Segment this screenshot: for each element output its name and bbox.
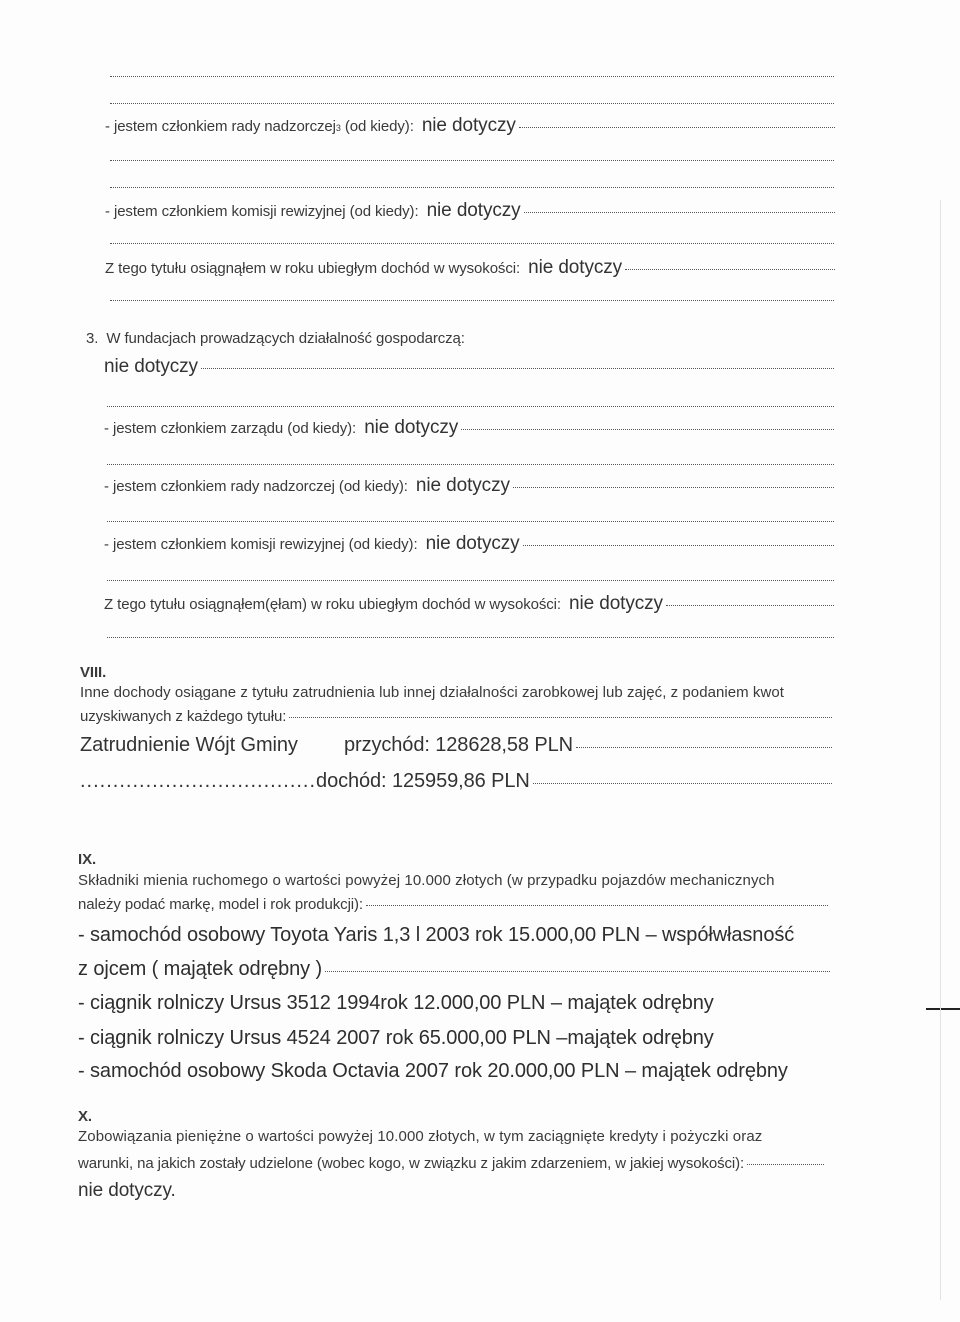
dotted-line [110, 160, 834, 161]
dotted-line [107, 406, 834, 407]
employment-income-prefix: .................................... [80, 770, 317, 792]
movable-item-1-line2: z ojcem ( majątek odrębny ) [78, 958, 323, 980]
employment-revenue: przychód: 128628,58 PLN [344, 734, 573, 756]
foundation-supervisory-value: nie dotyczy [415, 475, 510, 496]
section-x-text-line2-row [78, 1155, 824, 1172]
audit-committee-row [105, 200, 835, 222]
section-viii-text-line2-row [80, 708, 832, 725]
section-ix-text-line1: Składniki mienia ruchomego o wartości powyżej 10.000 złotych (w przypadku pojazdów mechanicznych [78, 872, 775, 889]
supervisory-board-value: nie dotyczy [421, 115, 516, 136]
section-viii-number: VIII. [80, 664, 107, 681]
foundation-audit-value: nie dotyczy [425, 533, 520, 554]
dotted-line [110, 300, 834, 301]
foundation-supervisory-label: - jestem członkiem rady nadzorczej (od kiedy): [104, 478, 412, 495]
income-value: nie dotyczy [528, 257, 623, 278]
section-ix-text-line2: należy podać markę, model i rok produkcji): [78, 896, 363, 913]
foundation-income-label: Z tego tytułu osiągnąłem(ęłam) w roku ubiegłym dochód w wysokości: [104, 596, 566, 613]
section-x-value: nie dotyczy. [78, 1180, 176, 1201]
dotted-line [107, 464, 834, 465]
foundation-audit-row [104, 533, 834, 555]
foundation-audit-label: - jestem członkiem komisji rewizyjnej (od kiedy): [104, 536, 422, 553]
movable-item-3: - ciągnik rolniczy Ursus 4524 2007 rok 65.000,00 PLN –majątek odrębny [78, 1027, 714, 1049]
section-x-number: X. [78, 1108, 92, 1125]
audit-committee-label: - jestem członkiem komisji rewizyjnej (od kiedy): [105, 203, 423, 220]
movable-item-4: - samochód osobowy Skoda Octavia 2007 rok 20.000,00 PLN – majątek odrębny [78, 1060, 788, 1082]
foundation-income-value: nie dotyczy [569, 593, 663, 614]
foundations-number: 3. [86, 330, 99, 347]
movable-item-1-line2-row [78, 958, 830, 981]
foundations-value-row [104, 356, 834, 378]
section-viii-text-line2: uzyskiwanych z każdego tytułu: [80, 708, 287, 725]
income-label: Z tego tytułu osiągnąłem w roku ubiegłym dochód w wysokości: [105, 260, 525, 277]
section-ix-text-line2-row [78, 896, 828, 913]
dotted-line [110, 103, 834, 104]
dotted-line [107, 521, 834, 522]
employment-income: dochód: 125959,86 PLN [316, 770, 530, 792]
supervisory-board-label: - jestem członkiem rady nadzorczej [105, 118, 336, 135]
scan-edge-mark [926, 1008, 960, 1010]
foundation-board-value: nie dotyczy [364, 417, 459, 438]
foundation-board-row [104, 417, 834, 439]
dotted-line [110, 76, 834, 77]
employment-name: Zatrudnienie Wójt Gminy [80, 734, 298, 756]
section-x-text-line1: Zobowiązania pieniężne o wartości powyżej 10.000 złotych, w tym zaciągnięte kredyty i pożyczki oraz [78, 1128, 763, 1145]
foundation-income-row [104, 593, 834, 615]
income-row [105, 257, 835, 279]
foundations-heading: W fundacjach prowadzących działalność gospodarczą: [106, 330, 465, 347]
dotted-line [107, 580, 834, 581]
foundation-board-label: - jestem członkiem zarządu (od kiedy): [104, 420, 361, 437]
foundations-heading-row [86, 330, 465, 347]
section-x-text-line2: warunki, na jakich zostały udzielone (wobec kogo, w związku z jakim zdarzeniem, w jakiej wysokości): [78, 1155, 745, 1172]
dotted-line [107, 637, 834, 638]
movable-item-2: - ciągnik rolniczy Ursus 3512 1994rok 12.000,00 PLN – majątek odrębny [78, 992, 714, 1014]
section-viii-text-line1: Inne dochody osiągane z tytułu zatrudnienia lub innej działalności zarobkowej lub zajęć, z podaniem kwot [80, 684, 784, 701]
supervisory-board-row: - jestem członkiem rady nadzorczej 3 (od kiedy): nie dotyczy [105, 115, 835, 137]
employment-row [80, 734, 832, 757]
foundation-supervisory-row [104, 475, 834, 497]
scan-edge-mark [940, 200, 941, 1300]
employment-income-row [80, 770, 832, 793]
supervisory-board-suffix: (od kiedy): [340, 118, 418, 135]
section-ix-number: IX. [78, 851, 97, 868]
dotted-line [110, 187, 834, 188]
movable-item-1-line1: - samochód osobowy Toyota Yaris 1,3 l 2003 rok 15.000,00 PLN – współwłasność [78, 924, 795, 946]
audit-committee-value: nie dotyczy [426, 200, 521, 221]
dotted-line [110, 243, 834, 244]
foundations-value: nie dotyczy [104, 356, 198, 377]
